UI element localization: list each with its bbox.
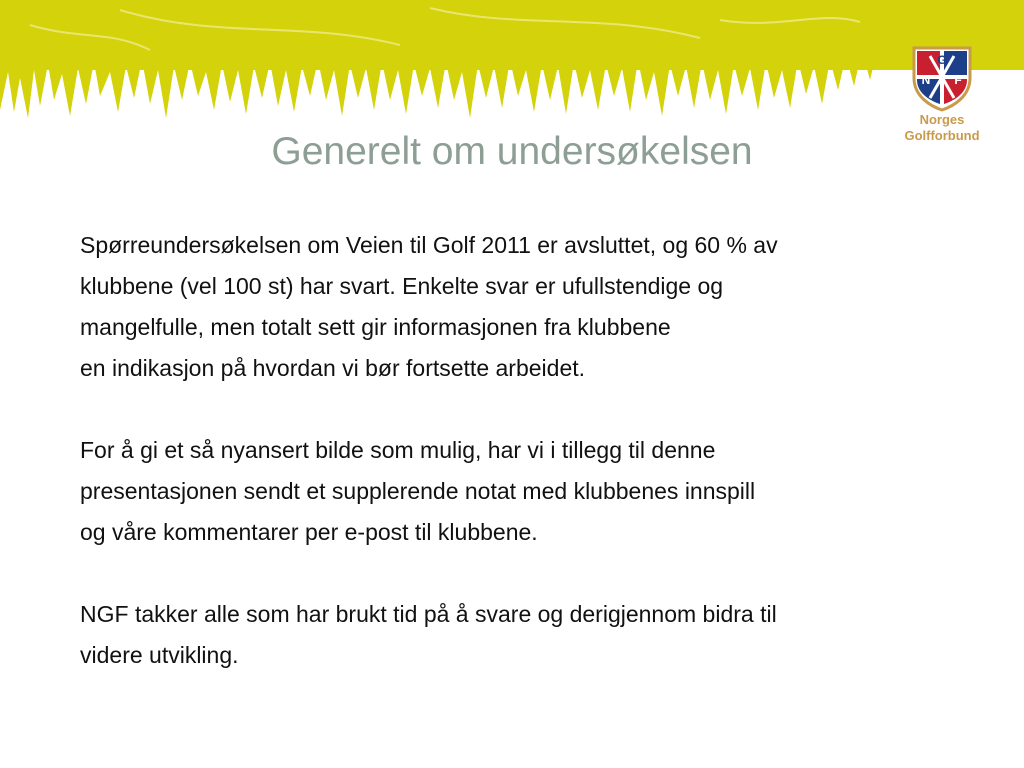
logo-letter-f: F [954, 73, 962, 87]
body-line: klubbene (vel 100 st) har svart. Enkelte svar er ufullstendige og [80, 273, 724, 299]
slide-body [80, 225, 980, 717]
ngf-shield-icon [896, 44, 988, 114]
paragraph-thanks [80, 594, 980, 676]
paragraph-supplementary-note [80, 430, 980, 553]
body-line: presentasjonen sendt et supplerende notat med klubbenes innspill [80, 478, 756, 504]
paragraph-survey-status [80, 225, 980, 389]
logo-text-norges: Norges [919, 112, 965, 127]
body-line: en indikasjon på hvordan vi bør fortsette arbeidet. [80, 355, 586, 381]
body-line: mangelfulle, men totalt sett gir informasjonen fra klubbene [80, 314, 671, 340]
grass-banner [0, 0, 1024, 140]
body-line: For å gi et så nyansert bilde som mulig, har vi i tillegg til denne [80, 437, 716, 463]
slide-title: Generelt om undersøkelsen [271, 130, 753, 173]
body-line: NGF takker alle som har brukt tid på å svare og derigjennom bidra til [80, 601, 777, 627]
body-line: Spørreundersøkelsen om Veien til Golf 2011 er avsluttet, og 60 % av [80, 232, 778, 258]
body-line: videre utvikling. [80, 642, 239, 668]
logo-text-golfforbund: Golfforbund [904, 128, 980, 143]
logo-letter-g: G [937, 53, 947, 67]
logo-letter-n: N [921, 73, 931, 87]
body-line: og våre kommentarer per e-post til klubbene. [80, 519, 538, 545]
